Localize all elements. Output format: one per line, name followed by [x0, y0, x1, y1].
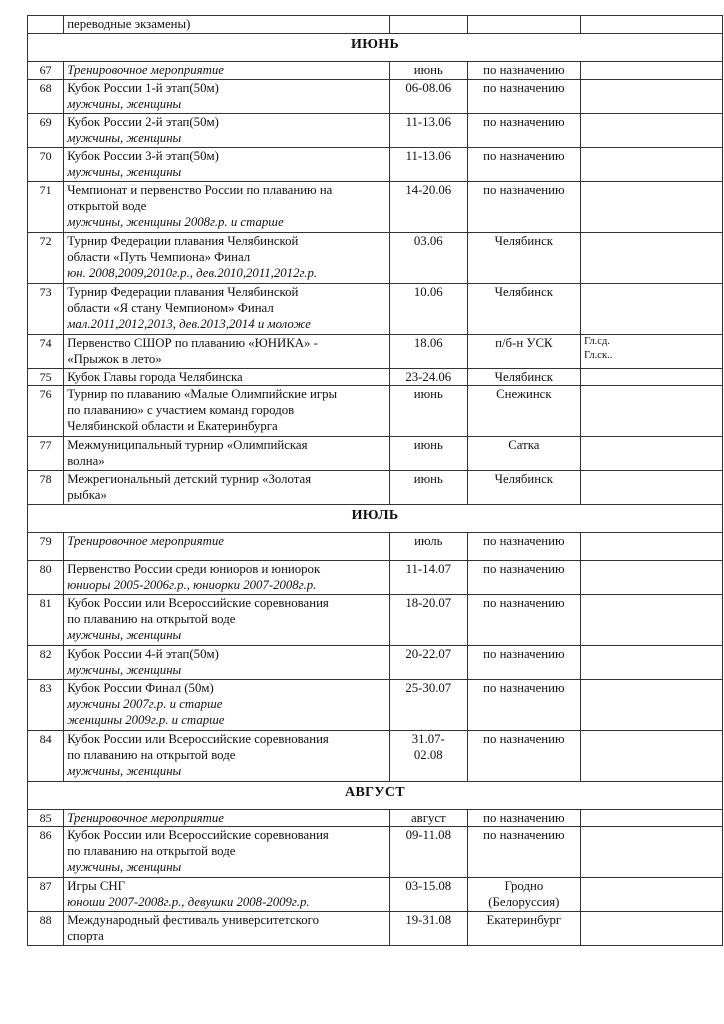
event-title-line: Кубок России 4-й этап(50м) [67, 647, 219, 661]
event-title-line: Первенство России среди юниоров и юниорок [67, 562, 321, 576]
event-responsible [581, 595, 723, 646]
event-title-line: Игры СНГ [67, 879, 126, 893]
event-title-line: Турнир Федерации плавания Челябинской [67, 234, 299, 248]
event-title-line: по плаванию на открытой воде [67, 612, 236, 626]
event-number: 84 [28, 731, 64, 782]
event-title-line: Международный фестиваль университетского [67, 913, 319, 927]
event-row [28, 912, 723, 946]
event-responsible [581, 369, 723, 386]
event-name-cell [64, 878, 390, 912]
month-header-row [28, 782, 723, 810]
event-title-line: Кубок России 1-й этап(50м) [67, 81, 219, 95]
event-participants-line: Тренировочное мероприятие [67, 534, 224, 548]
event-title-line: Кубок России или Всероссийские соревнования [67, 732, 329, 746]
event-responsible [581, 182, 723, 233]
event-title-line: области «Я стану Чемпионом» Финал [67, 301, 274, 315]
month-title: ИЮЛЬ [28, 505, 723, 533]
event-date: 06-08.06 [390, 80, 467, 114]
event-date: 31.07- 02.08 [390, 731, 467, 782]
event-number: 79 [28, 533, 64, 561]
month-title: АВГУСТ [28, 782, 723, 810]
event-responsible [581, 233, 723, 284]
event-name-cell [64, 471, 390, 505]
event-name-cell [64, 731, 390, 782]
event-title-line: Чемпионат и первенство России по плаванию на [67, 183, 333, 197]
event-participants-line: Тренировочное мероприятие [67, 811, 224, 825]
event-participants-line: юниоры 2005-2006г.р., юниорки 2007-2008г.р. [67, 578, 317, 592]
event-row [28, 533, 723, 561]
event-responsible [581, 827, 723, 878]
responsible-line: Гл.ск.. [584, 350, 613, 361]
event-name-cell [64, 148, 390, 182]
event-date: 03-15.08 [390, 878, 467, 912]
event-number: 80 [28, 561, 64, 595]
event-name-cell [64, 62, 390, 80]
event-row [28, 810, 723, 827]
event-participants-line: юноши 2007-2008г.р., девушки 2008-2009г.р. [67, 895, 310, 909]
event-responsible [581, 386, 723, 437]
event-number: 76 [28, 386, 64, 437]
event-responsible [581, 80, 723, 114]
event-number: 70 [28, 148, 64, 182]
event-name-cell [64, 335, 390, 369]
event-name-cell [64, 827, 390, 878]
event-place: по назначению [467, 680, 581, 731]
event-number: 69 [28, 114, 64, 148]
event-name-cell [64, 561, 390, 595]
event-participants-line: мужчины, женщины [67, 628, 182, 642]
event-row [28, 369, 723, 386]
event-place: по назначению [467, 561, 581, 595]
event-date: июль [390, 533, 467, 561]
event-date: 11-13.06 [390, 114, 467, 148]
event-date [390, 16, 467, 34]
event-participants-line: мужчины, женщины [67, 764, 182, 778]
event-place: по назначению [467, 114, 581, 148]
event-number: 73 [28, 284, 64, 335]
event-name-cell [64, 680, 390, 731]
event-participants-line: женщины 2009г.р. и старше [67, 713, 225, 727]
event-row [28, 148, 723, 182]
event-date: 19-31.08 [390, 912, 467, 946]
event-title-line: по плаванию» с участием команд городов [67, 403, 295, 417]
month-header-row [28, 505, 723, 533]
event-place [467, 16, 581, 34]
event-row [28, 595, 723, 646]
event-number: 88 [28, 912, 64, 946]
event-participants-line: мужчины 2007г.р. и старше [67, 697, 223, 711]
event-place: по назначению [467, 646, 581, 680]
event-name-cell [64, 369, 390, 386]
event-row [28, 827, 723, 878]
event-number: 71 [28, 182, 64, 233]
event-participants-line: мужчины, женщины [67, 165, 182, 179]
event-name-cell [64, 386, 390, 437]
event-row [28, 62, 723, 80]
event-title-line: по плаванию на открытой воде [67, 748, 236, 762]
event-title-line: переводные экзамены) [67, 17, 191, 31]
event-place: по назначению [467, 148, 581, 182]
event-row [28, 335, 723, 369]
event-name-cell [64, 437, 390, 471]
event-participants-line: Тренировочное мероприятие [67, 63, 224, 77]
schedule-body [28, 16, 723, 946]
event-place: Челябинск [467, 284, 581, 335]
event-title-line: Кубок Главы города Челябинска [67, 370, 243, 384]
event-participants-line: мужчины, женщины [67, 860, 182, 874]
event-participants-line: мужчины, женщины 2008г.р. и старше [67, 215, 284, 229]
event-date: июнь [390, 62, 467, 80]
event-title-line: Кубок России 3-й этап(50м) [67, 149, 219, 163]
event-responsible [581, 912, 723, 946]
event-date: 03.06 [390, 233, 467, 284]
event-place: Екатеринбург [467, 912, 581, 946]
event-responsible [581, 62, 723, 80]
event-responsible [581, 810, 723, 827]
event-responsible [581, 471, 723, 505]
event-number: 72 [28, 233, 64, 284]
event-participants-line: мужчины, женщины [67, 131, 182, 145]
event-number: 68 [28, 80, 64, 114]
event-responsible [581, 335, 723, 369]
event-title-line: области «Путь Чемпиона» Финал [67, 250, 251, 264]
event-responsible [581, 646, 723, 680]
event-number: 77 [28, 437, 64, 471]
event-date: 10.06 [390, 284, 467, 335]
event-place: по назначению [467, 595, 581, 646]
event-place: по назначению [467, 533, 581, 561]
event-place: по назначению [467, 62, 581, 80]
event-date: 23-24.06 [390, 369, 467, 386]
event-number: 78 [28, 471, 64, 505]
event-title-line: Челябинской области и Екатеринбурга [67, 419, 278, 433]
event-title-line: Межмуниципальный турнир «Олимпийская [67, 438, 308, 452]
event-name-cell [64, 16, 390, 34]
event-title-line: спорта [67, 929, 104, 943]
event-date: июнь [390, 471, 467, 505]
event-title-line: открытой воде [67, 199, 147, 213]
event-row [28, 114, 723, 148]
event-responsible [581, 533, 723, 561]
event-date: 20-22.07 [390, 646, 467, 680]
event-responsible [581, 437, 723, 471]
event-number: 87 [28, 878, 64, 912]
event-row [28, 16, 723, 34]
event-responsible [581, 148, 723, 182]
event-name-cell [64, 912, 390, 946]
event-place: по назначению [467, 827, 581, 878]
event-name-cell [64, 646, 390, 680]
event-title-line: волна» [67, 454, 105, 468]
event-row [28, 386, 723, 437]
event-row [28, 284, 723, 335]
event-name-cell [64, 233, 390, 284]
event-name-cell [64, 80, 390, 114]
event-responsible [581, 284, 723, 335]
event-title-line: Турнир Федерации плавания Челябинской [67, 285, 299, 299]
event-responsible [581, 114, 723, 148]
event-participants-line: мужчины, женщины [67, 97, 182, 111]
event-name-cell [64, 810, 390, 827]
event-title-line: Кубок России или Всероссийские соревнования [67, 828, 329, 842]
event-number: 74 [28, 335, 64, 369]
event-responsible [581, 561, 723, 595]
event-date: 11-13.06 [390, 148, 467, 182]
event-date: июнь [390, 437, 467, 471]
event-number: 82 [28, 646, 64, 680]
event-responsible [581, 878, 723, 912]
event-title-line: Первенство СШОР по плаванию «ЮНИКА» - [67, 336, 318, 350]
event-name-cell [64, 114, 390, 148]
event-name-cell [64, 284, 390, 335]
event-title-line: Межрегиональный детский турнир «Золотая [67, 472, 312, 486]
event-name-cell [64, 595, 390, 646]
event-title-line: Кубок России Финал (50м) [67, 681, 214, 695]
event-row [28, 561, 723, 595]
event-date: 18.06 [390, 335, 467, 369]
event-participants-line: мужчины, женщины [67, 663, 182, 677]
event-date: 18-20.07 [390, 595, 467, 646]
event-row [28, 233, 723, 284]
event-participants-line: мал.2011,2012,2013, дев.2013,2014 и моложе [67, 317, 311, 331]
event-date: 25-30.07 [390, 680, 467, 731]
month-header-row [28, 34, 723, 62]
event-row [28, 731, 723, 782]
event-responsible [581, 16, 723, 34]
event-responsible [581, 731, 723, 782]
event-row [28, 646, 723, 680]
event-title-line: рыбка» [67, 488, 107, 502]
event-place: Челябинск [467, 233, 581, 284]
event-participants-line: юн. 2008,2009,2010г.р., дев.2010,2011,2012г.р. [67, 266, 318, 280]
event-responsible [581, 680, 723, 731]
event-title-line: Кубок России или Всероссийские соревнования [67, 596, 329, 610]
event-number: 83 [28, 680, 64, 731]
event-row [28, 182, 723, 233]
event-place: Челябинск [467, 369, 581, 386]
event-date: июнь [390, 386, 467, 437]
event-date: 14-20.06 [390, 182, 467, 233]
event-place: по назначению [467, 731, 581, 782]
event-place: по назначению [467, 80, 581, 114]
event-number: 81 [28, 595, 64, 646]
event-place: Челябинск [467, 471, 581, 505]
event-date: 11-14.07 [390, 561, 467, 595]
event-place: п/б-н УСК [467, 335, 581, 369]
event-date: август [390, 810, 467, 827]
event-title-line: по плаванию на открытой воде [67, 844, 236, 858]
event-row [28, 80, 723, 114]
event-place: Гродно (Белоруссия) [467, 878, 581, 912]
event-number: 86 [28, 827, 64, 878]
event-row [28, 680, 723, 731]
event-place: Снежинск [467, 386, 581, 437]
event-place: по назначению [467, 810, 581, 827]
event-name-cell [64, 182, 390, 233]
event-place: Сатка [467, 437, 581, 471]
event-number: 75 [28, 369, 64, 386]
event-title-line: Кубок России 2-й этап(50м) [67, 115, 219, 129]
event-title-line: «Прыжок в лето» [67, 352, 162, 366]
event-row [28, 437, 723, 471]
event-date: 09-11.08 [390, 827, 467, 878]
event-number: 67 [28, 62, 64, 80]
event-number [28, 16, 64, 34]
event-title-line: Турнир по плаванию «Малые Олимпийские игры [67, 387, 338, 401]
event-row [28, 471, 723, 505]
event-row [28, 878, 723, 912]
month-title: ИЮНЬ [28, 34, 723, 62]
event-place: по назначению [467, 182, 581, 233]
schedule-table [27, 15, 723, 946]
responsible-line: Гл.сд. [584, 336, 610, 347]
event-name-cell [64, 533, 390, 561]
event-number: 85 [28, 810, 64, 827]
